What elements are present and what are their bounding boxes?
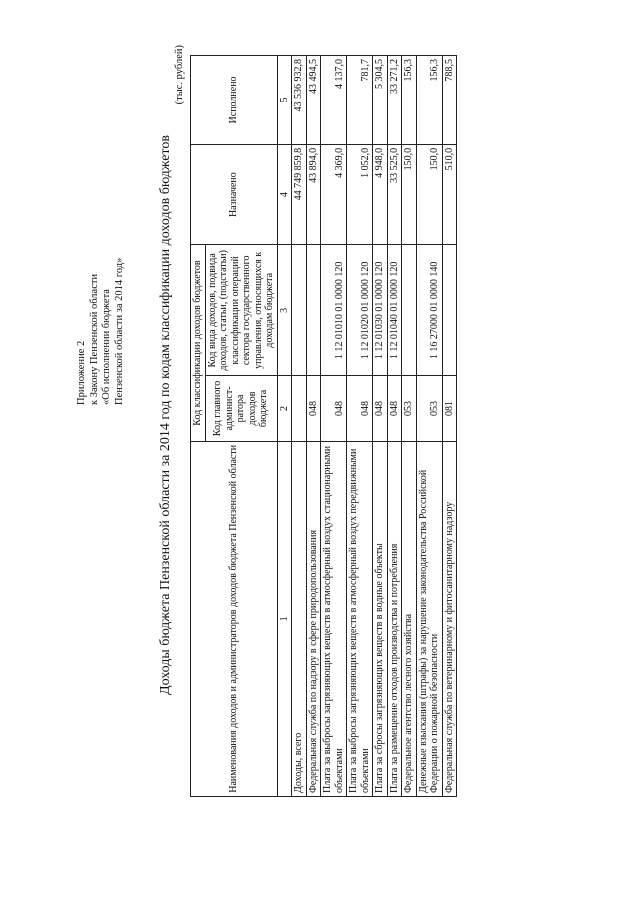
row-assigned: 44 749 859,8 [292,144,307,245]
row-assigned: 150,0 [416,144,442,245]
row-admin-code: 048 [321,376,347,441]
row-executed: 5 304,5 [373,56,388,145]
column-index-row [277,56,292,797]
row-name: Федеральная служба по надзору в сфере природопользования [306,441,321,796]
row-assigned: 1 052,0 [347,144,373,245]
row-assigned: 43 894,0 [306,144,321,245]
column-index: 1 [277,441,292,796]
column-index: 3 [277,245,292,376]
row-executed: 788,5 [442,56,457,145]
row-name: Плата за сбросы загрязняющих веществ в водные объекты [373,441,388,796]
table-row [347,56,373,797]
row-name: Плата за размещение отходов производства и потребления [387,441,402,796]
row-admin-code: 048 [373,376,388,441]
row-assigned: 4 369,0 [321,144,347,245]
row-revenue-code: 1 12 01030 01 0000 120 [373,245,388,376]
table-row [292,56,307,797]
row-executed: 33 271,2 [387,56,402,145]
row-revenue-code [442,245,457,376]
header-executed: Исполнено [191,56,278,145]
document-title: Доходы бюджета Пензенской области за 2014 год по кодам классификации доходов бюджетов [158,135,173,695]
appendix-line: к Закону Пензенской области [88,273,100,405]
row-executed: 43 536 932,8 [292,56,307,145]
row-admin-code: 053 [416,376,442,441]
appendix-line: Пензенской области за 2014 год» [113,257,125,405]
row-executed: 781,7 [347,56,373,145]
row-assigned: 150,0 [402,144,417,245]
header-assigned: Назначено [191,144,278,245]
revenue-table [190,55,457,797]
row-admin-code [292,376,307,441]
row-executed: 4 137,0 [321,56,347,145]
row-revenue-code: 1 16 27000 01 0000 140 [416,245,442,376]
appendix-line: Приложение 2 [76,340,87,405]
row-revenue-code: 1 12 01010 01 0000 120 [321,245,347,376]
header-classification-group: Код классификации доходов бюджетов [191,245,206,441]
row-name: Плата за выбросы загрязняющих веществ в атмосферный воздух передвижными объектами [347,441,373,796]
table-row [442,56,457,797]
column-index: 2 [277,376,292,441]
table-row [373,56,388,797]
header-admin-code: Код главного админист-ратора доходов бюджета [205,376,277,441]
row-assigned: 510,0 [442,144,457,245]
row-admin-code: 081 [442,376,457,441]
table-row [321,56,347,797]
table-row [306,56,321,797]
row-revenue-code: 1 12 01040 01 0000 120 [387,245,402,376]
row-admin-code: 048 [387,376,402,441]
column-index: 5 [277,56,292,145]
row-name: Плата за выбросы загрязняющих веществ в атмосферный воздух стационарными объектами [321,441,347,796]
row-executed: 156,3 [402,56,417,145]
row-admin-code: 053 [402,376,417,441]
header-name: Наименования доходов и администраторов доходов бюджета Пензенской области [191,441,278,796]
units-label: (тыс. рублей) [174,45,185,105]
appendix-note [76,145,126,405]
row-name: Федеральная служба по ветеринарному и фитосанитарному надзору [442,441,457,796]
row-revenue-code: 1 12 01020 01 0000 120 [347,245,373,376]
table-row [416,56,442,797]
appendix-line: «Об исполнении бюджета [101,289,112,405]
table-row [387,56,402,797]
row-executed: 156,3 [416,56,442,145]
row-revenue-code [402,245,417,376]
row-name: Доходы, всего [292,441,307,796]
row-assigned: 4 948,0 [373,144,388,245]
row-executed: 43 494,5 [306,56,321,145]
column-index: 4 [277,144,292,245]
row-revenue-code [292,245,307,376]
table-row [402,56,417,797]
row-admin-code: 048 [306,376,321,441]
header-revenue-code: Код вида доходов, подвида доходов, статьи, (подстатьи) классификации операций сектора государственного управления, относящихся к доходам бюджета [205,245,277,376]
row-admin-code: 048 [347,376,373,441]
row-name: Денежные взыскания (штрафы) за нарушение законодательства Российской Федерации о пожарной безопасности [416,441,442,796]
row-revenue-code [306,245,321,376]
row-assigned: 33 525,0 [387,144,402,245]
row-name: Федеральное агентство лесного хозяйства [402,441,417,796]
